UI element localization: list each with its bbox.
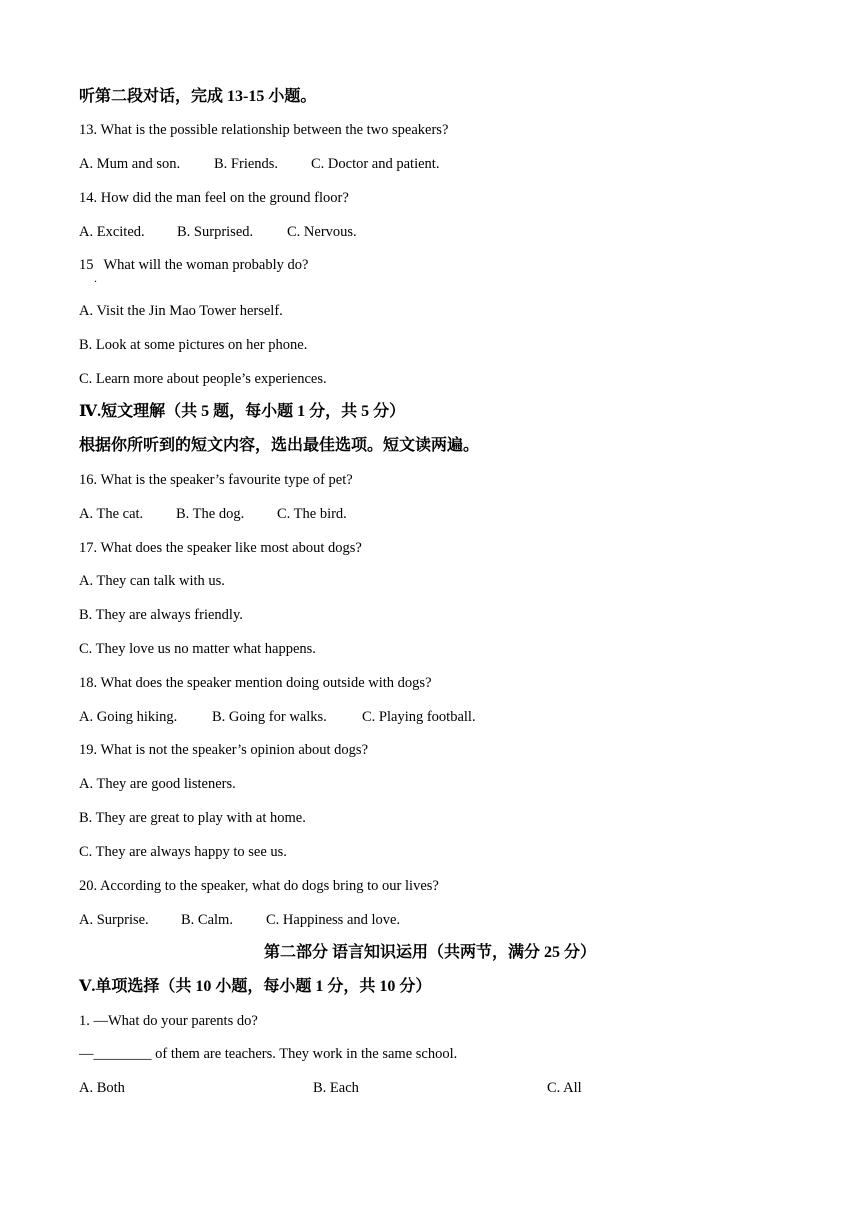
question-14-stem: 14. How did the man feel on the ground floor? <box>79 190 349 206</box>
choice-1-stem: 1. —What do your parents do? <box>79 1013 258 1029</box>
question-15-number: 15 <box>79 257 94 273</box>
option-c[interactable]: C. Doctor and patient. <box>311 156 440 172</box>
choice-1-stem-2: —________ of them are teachers. They work in the same school. <box>79 1046 458 1062</box>
question-15-stem <box>79 256 308 274</box>
option-c[interactable]: C. The bird. <box>277 506 347 522</box>
section-heading-single-choice: Ⅴ.单项选择（共 10 小题，每小题 1 分，共 10 分） <box>79 978 432 995</box>
section-heading-short-passage: Ⅳ.短文理解（共 5 题，每小题 1 分，共 5 分） <box>79 403 406 420</box>
question-15-option-c[interactable]: C. Learn more about people’s experiences. <box>79 371 327 387</box>
question-15-option-a[interactable]: A. Visit the Jin Mao Tower herself. <box>79 303 283 319</box>
section-heading-dialogue-2: 听第二段对话，完成 13-15 小题。 <box>79 88 317 105</box>
question-15-option-b[interactable]: B. Look at some pictures on her phone. <box>79 337 308 353</box>
option-b[interactable]: B. Calm. <box>181 912 233 928</box>
question-15-text: What will the woman probably do? <box>103 257 309 273</box>
question-19-option-a[interactable]: A. They are good listeners. <box>79 776 236 792</box>
question-20-stem: 20. According to the speaker, what do dogs bring to our lives? <box>79 878 439 894</box>
option-a[interactable]: A. Excited. <box>79 224 145 240</box>
option-a[interactable]: A. Surprise. <box>79 912 149 928</box>
option-a[interactable]: A. The cat. <box>79 506 144 522</box>
question-17-option-b[interactable]: B. They are always friendly. <box>79 607 243 623</box>
section-instruction: 根据你所听到的短文内容，选出最佳选项。短文读两遍。 <box>79 437 480 454</box>
option-b[interactable]: B. Each <box>313 1080 359 1096</box>
option-c[interactable]: C. Nervous. <box>287 224 357 240</box>
question-17-option-a[interactable]: A. They can talk with us. <box>79 573 225 589</box>
question-18-stem: 18. What does the speaker mention doing outside with dogs? <box>79 675 432 691</box>
question-19-option-b[interactable]: B. They are great to play with at home. <box>79 810 306 826</box>
question-16-stem: 16. What is the speaker’s favourite type of pet? <box>79 472 353 488</box>
option-a[interactable]: A. Mum and son. <box>79 156 181 172</box>
question-17-option-c[interactable]: C. They love us no matter what happens. <box>79 641 316 657</box>
question-13-stem: 13. What is the possible relationship between the two speakers? <box>79 122 449 138</box>
option-b[interactable]: B. The dog. <box>176 506 245 522</box>
option-c[interactable]: C. All <box>547 1080 582 1096</box>
question-19-option-c[interactable]: C. They are always happy to see us. <box>79 844 287 860</box>
question-19-stem: 19. What is not the speaker’s opinion about dogs? <box>79 742 369 758</box>
part-two-title: 第二部分 语言知识运用（共两节，满分 25 分） <box>263 944 596 961</box>
option-c[interactable]: C. Playing football. <box>362 709 476 725</box>
question-17-stem: 17. What does the speaker like most about dogs? <box>79 540 362 556</box>
option-b[interactable]: B. Going for walks. <box>212 709 327 725</box>
option-b[interactable]: B. Surprised. <box>177 224 254 240</box>
option-a[interactable]: A. Both <box>79 1080 125 1096</box>
question-15-dot: . <box>94 271 97 285</box>
option-c[interactable]: C. Happiness and love. <box>266 912 401 928</box>
option-a[interactable]: A. Going hiking. <box>79 709 178 725</box>
option-b[interactable]: B. Friends. <box>214 156 279 172</box>
